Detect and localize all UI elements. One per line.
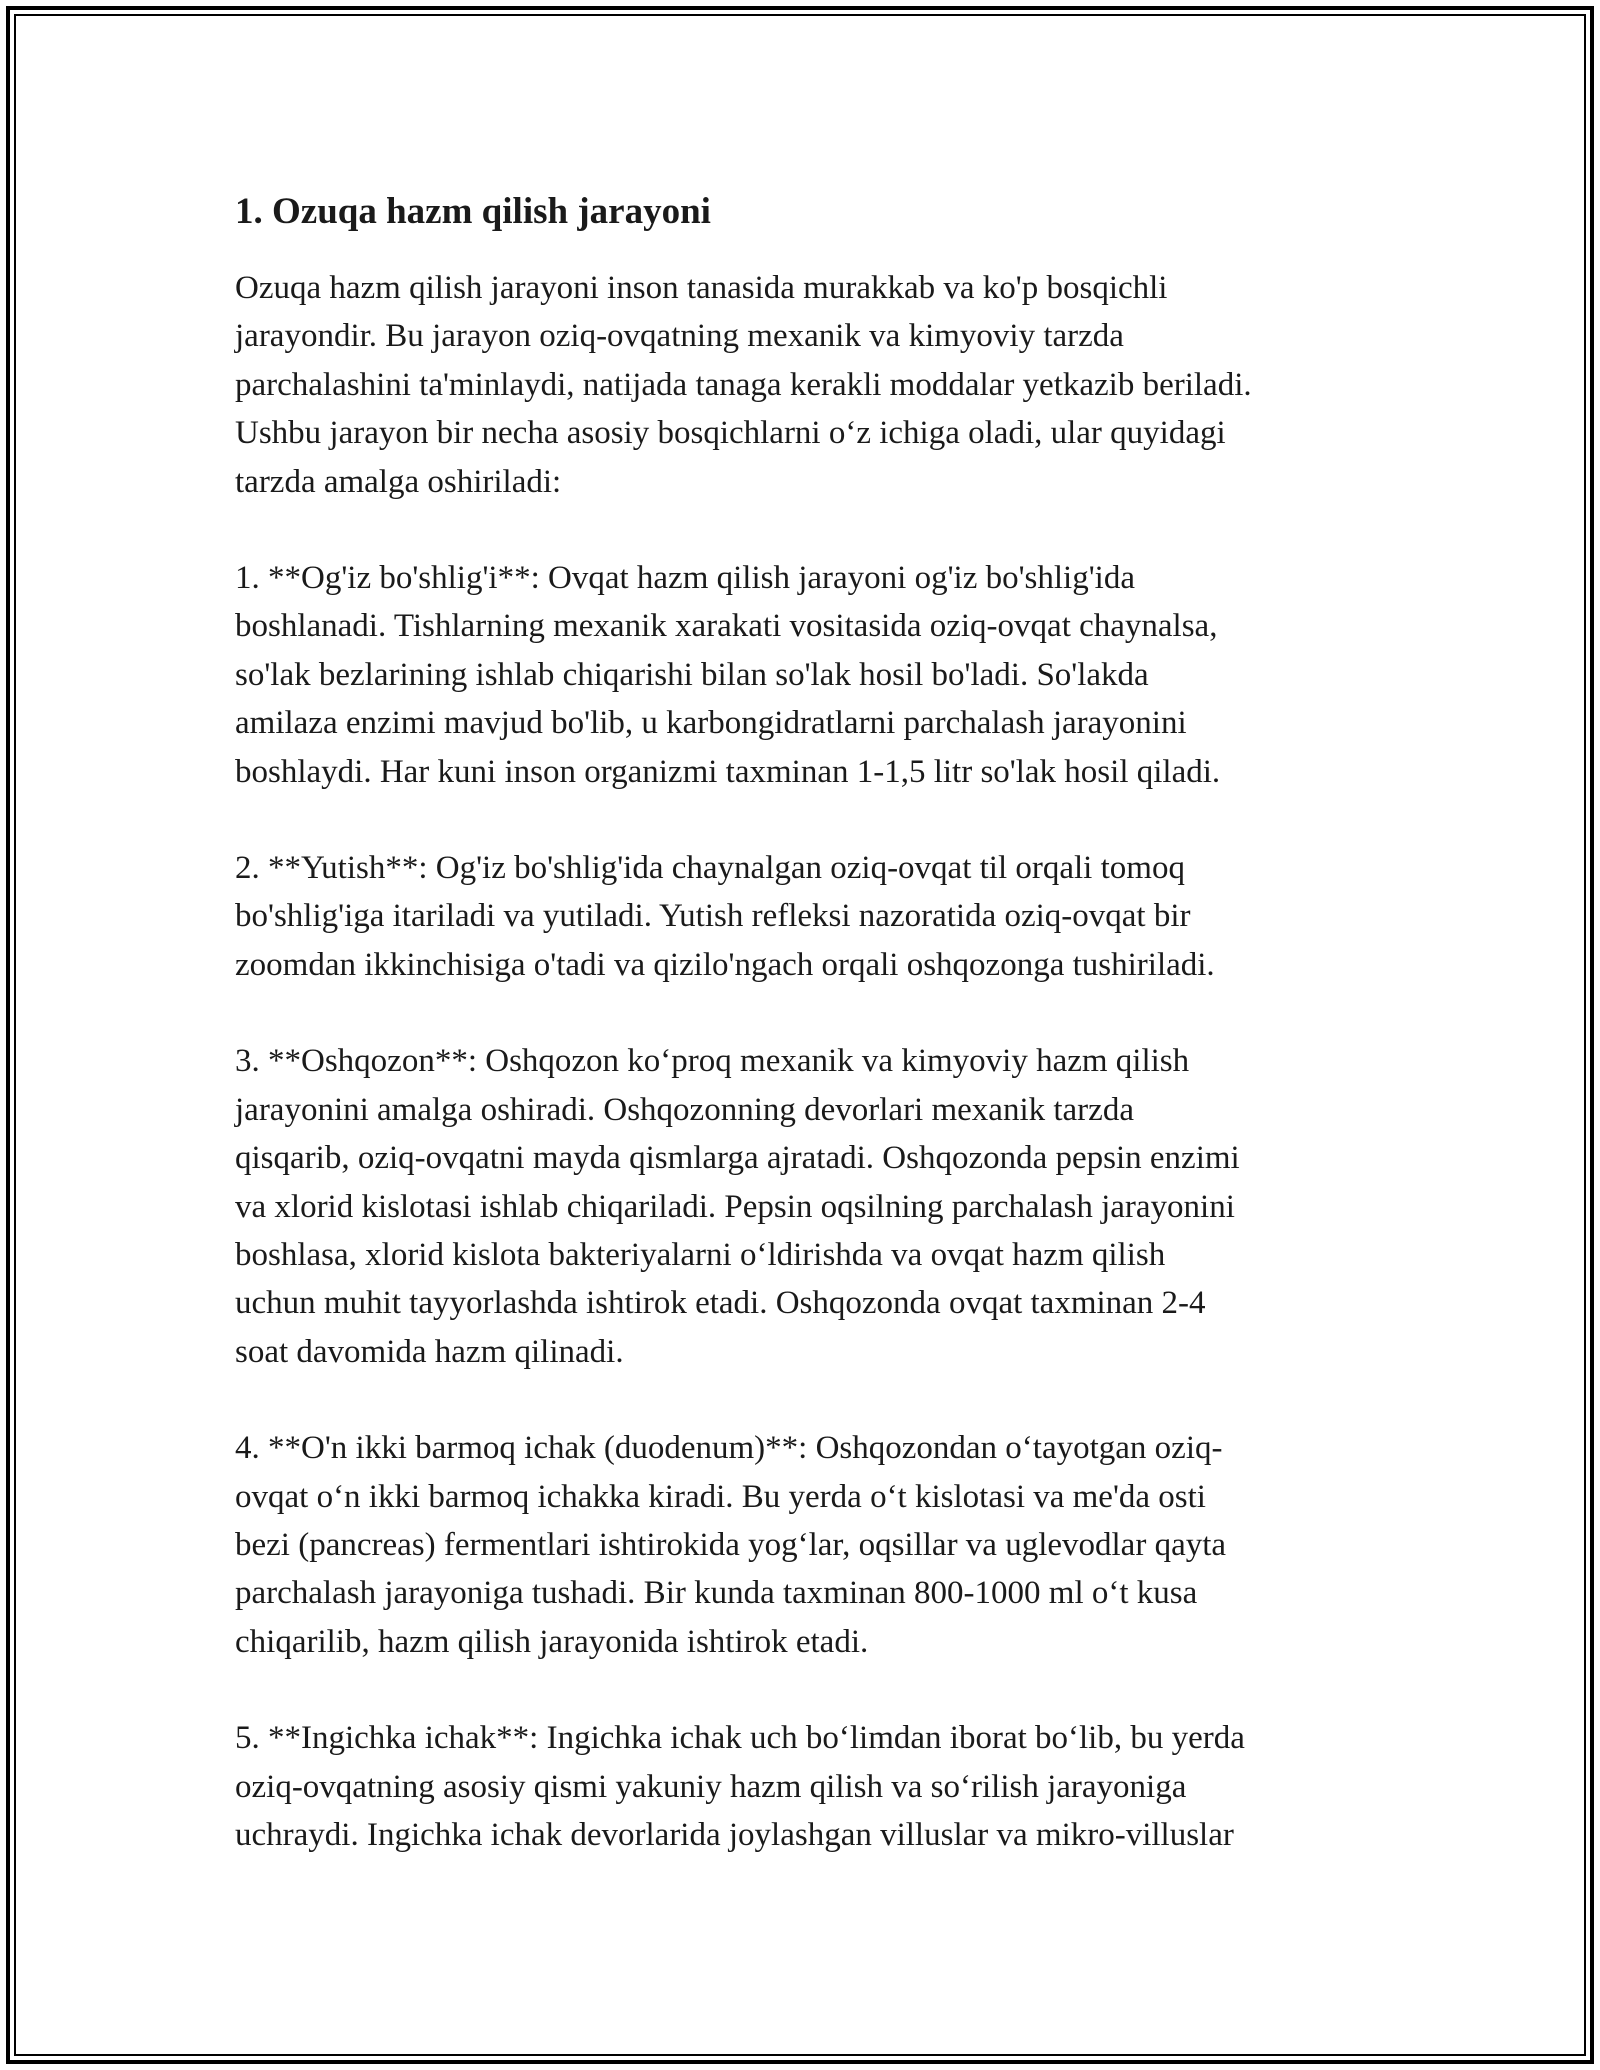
intro-paragraph: Ozuqa hazm qilish jarayoni inson tanasida murakkab va ko'p bosqichli jarayondir. Bu jarayon oziq-ovqatning mexanik va kimyoviy tarzda parchalashini ta'minlaydi, natijada tanaga kerakli moddalar yetkazib beriladi. Ushbu jarayon bir necha asosiy bosqichlarni o‘z ichiga oladi, ular quyidagi tarzda amalga oshiriladi: (235, 270, 1252, 500)
paragraph-swallowing: 2. **Yutish**: Og'iz bo'shlig'ida chaynalgan oziq-ovqat til orqali tomoq bo'shlig'iga itariladi va yutiladi. Yutish refleksi nazoratida oziq-ovqat bir zoomdan ikkinchisiga o'tadi va qizilo'ngach orqali oshqozonga tushiriladi. (235, 850, 1215, 983)
section-heading: 1. Ozuqa hazm qilish jarayoni (235, 191, 711, 232)
paragraph-duodenum: 4. **O'n ikki barmoq ichak (duodenum)**: Oshqozondan o‘tayotgan oziq- ovqat o‘n ikki barmoq ichakka kiradi. Bu yerda o‘t kislotasi va me'da osti bezi (pancreas) fermentlari ishtirokida yog‘lar, oqsillar va uglevodlar qayta parchalash jarayoniga tushadi. Bir kunda taxminan 800-1000 ml o‘t kusa chiqarilib, hazm qilish jarayonida ishtirok etadi. (235, 1430, 1227, 1660)
document-body (235, 186, 1375, 1907)
paragraph-stomach: 3. **Oshqozon**: Oshqozon ko‘proq mexanik va kimyoviy hazm qilish jarayonini amalga oshiradi. Oshqozonning devorlari mexanik tarzda qisqarib, oziq-ovqatni mayda qismlarga ajratadi. Oshqozonda pepsin enzimi va xlorid kislotasi ishlab chiqariladi. Pepsin oqsilning parchalash jarayonini boshlasa, xlorid kislota bakteriyalarni o‘ldirishda va ovqat hazm qilish uchun muhit tayyorlashda ishtirok etadi. Oshqozonda ovqat taxminan 2-4 soat davomida hazm qilinadi. (235, 1043, 1240, 1370)
paragraph-small-intestine: 5. **Ingichka ichak**: Ingichka ichak uch bo‘limdan iborat bo‘lib, bu yerda oziq-ovqatning asosiy qismi yakuniy hazm qilish va so‘rilish jarayoniga uchraydi. Ingichka ichak devorlarida joylashgan villuslar va mikro-villuslar (235, 1720, 1245, 1853)
paragraph-mouth: 1. **Og'iz bo'shlig'i**: Ovqat hazm qilish jarayoni og'iz bo'shlig'ida boshlanadi. Tishlarning mexanik xarakati vositasida oziq-ovqat chaynalsa, so'lak bezlarining ishlab chiqarishi bilan so'lak hosil bo'ladi. So'lakda amilaza enzimi mavjud bo'lib, u karbongidratlarni parchalash jarayonini boshlaydi. Har kuni inson organizmi taxminan 1-1,5 litr so'lak hosil qiladi. (235, 560, 1221, 790)
